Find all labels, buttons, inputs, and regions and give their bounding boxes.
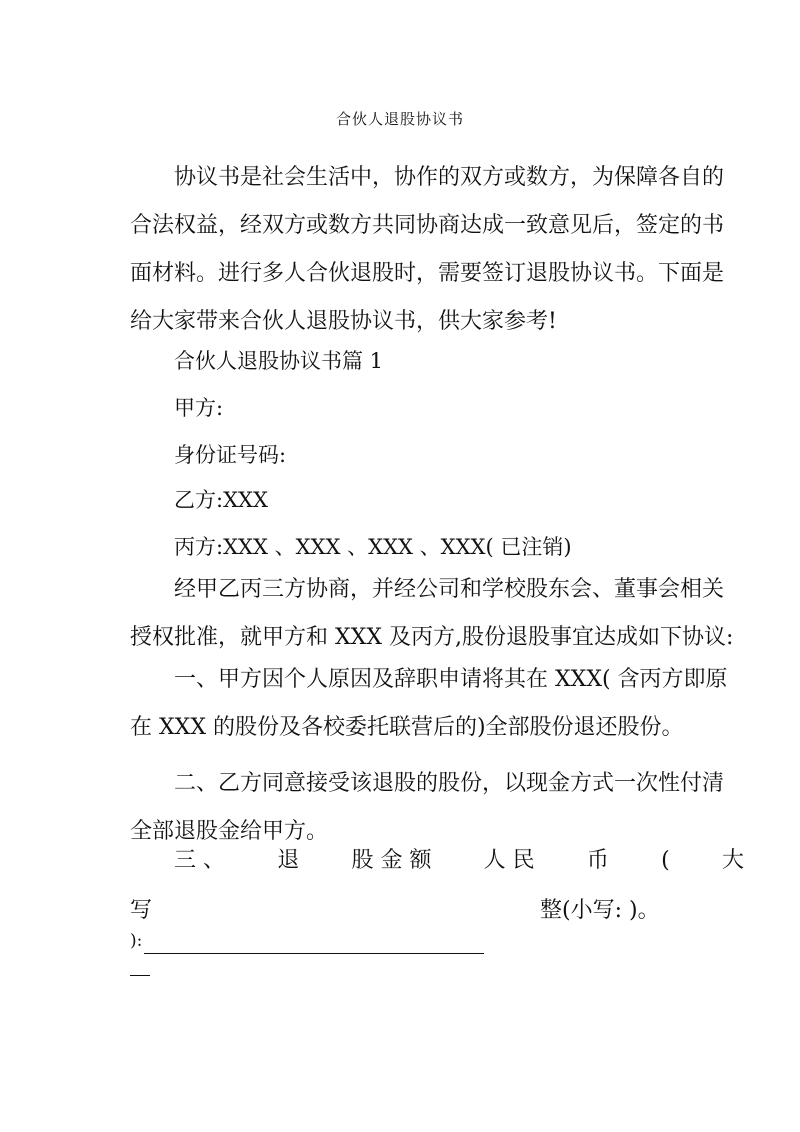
preamble-paragraph: 经甲乙丙三方协商，并经公司和学校股东会、董事会相关授权批准，就甲方和 XXX 及丙方,股份退股事宜达成如下协议: — [130, 577, 734, 650]
clause-3-part: 股 金 额 — [351, 848, 432, 873]
clause-3-part: 大 — [721, 848, 744, 873]
clause-3-part: 人 民 — [483, 848, 535, 873]
lowercase-amount-label: 整(小写: )。 — [540, 898, 660, 923]
clause-3-amount-row — [174, 844, 744, 878]
clause-3-part: 币 — [586, 848, 609, 873]
party-c-label: 丙方:XXX 、XXX 、XXX 、XXX( 已注销) — [174, 535, 572, 559]
fill-in-underline — [144, 933, 484, 954]
short-underline — [130, 975, 150, 976]
uppercase-write-label: 写 — [130, 898, 153, 923]
section-heading: 合伙人退股协议书篇 1 — [174, 349, 384, 373]
clause-2-paragraph: 二、乙方同意接受该退股的股份，以现金方式一次性付清全部退股金给甲方。 — [130, 771, 725, 844]
clause-1-paragraph: 一、甲方因个人原因及辞职申请将其在 XXX( 含丙方即原在 XXX 的股份及各校委托联营后的)全部股份退还股份。 — [130, 667, 728, 740]
amount-blank-line — [130, 928, 484, 954]
clause-3-part: ( — [661, 848, 670, 873]
clause-3-part: 退 — [277, 848, 300, 873]
id-number-label: 身份证号码: — [174, 443, 287, 467]
intro-paragraph: 协议书是社会生活中，协作的双方或数方，为保障各自的合法权益，经双方或数方共同协商达成一致意见后，签定的书面材料。进行多人合伙退股时，需要签订退股协议书。下面是给大家带来合伙人退股协议书，供大家参考! — [130, 165, 725, 334]
party-a-label: 甲方: — [174, 396, 224, 420]
clause-3-part: 三 、 — [174, 848, 225, 873]
blank-prefix: ): — [130, 931, 143, 951]
document-title: 合伙人退股协议书 — [335, 110, 464, 128]
party-b-label: 乙方:XXX — [174, 488, 268, 512]
